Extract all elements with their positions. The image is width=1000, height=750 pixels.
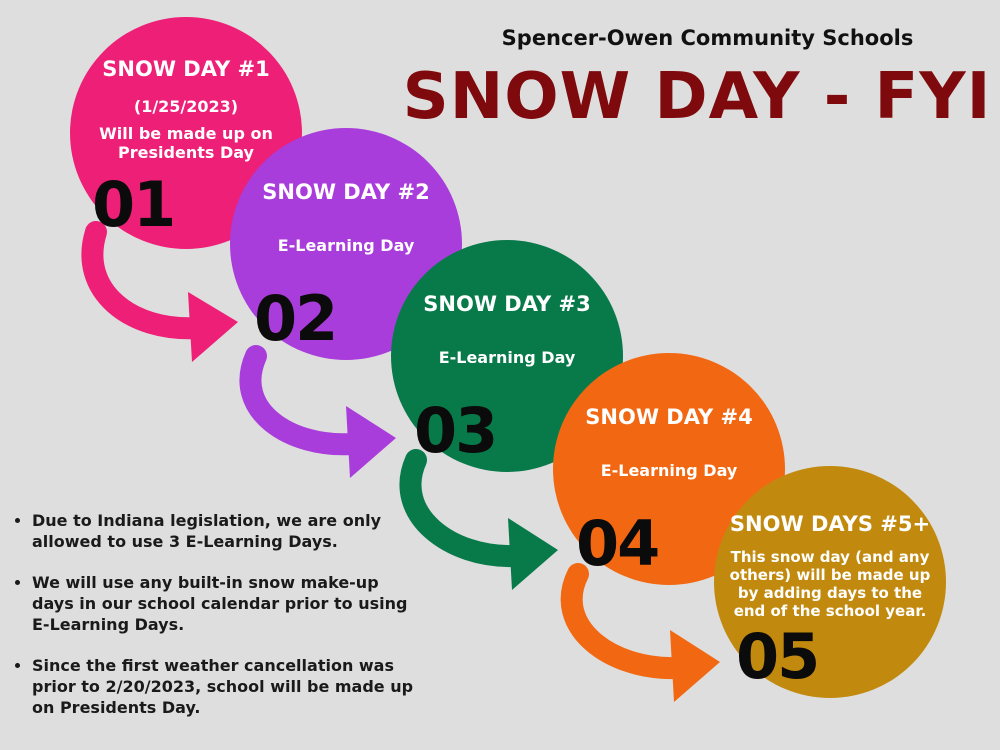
step-number-02: 02 (254, 282, 337, 355)
snow-day-4-title: SNOW DAY #4 (585, 405, 753, 429)
note-item: • Since the first weather cancellation was prior to 2/20/2023, school will be made up on Presidents Day. (32, 655, 422, 718)
step-number-01: 01 (92, 168, 175, 241)
arrow-2-to-3 (250, 356, 396, 478)
arrow-3-to-4 (410, 460, 558, 590)
arrow-4-to-5 (572, 574, 720, 702)
snow-day-5-detail: This snow day (and any others) will be made up by adding days to the end of the school year. (729, 548, 931, 620)
notes-list (8, 510, 422, 738)
page-title: SNOW DAY - FYI (402, 60, 992, 134)
note-item: • Due to Indiana legislation, we are only allowed to use 3 E-Learning Days. (32, 510, 422, 552)
snow-day-2-detail: E-Learning Day (277, 236, 415, 255)
step-number-04: 04 (576, 507, 659, 580)
snow-day-1-detail: Will be made up on Presidents Day (99, 124, 273, 162)
snow-day-1-date: (1/25/2023) (133, 97, 239, 116)
step-number-05: 05 (736, 620, 819, 693)
snow-day-4-detail: E-Learning Day (600, 461, 738, 480)
snow-day-1-title: SNOW DAY #1 (102, 57, 270, 81)
arrow-1-to-2 (92, 232, 238, 362)
snow-day-2-title: SNOW DAY #2 (262, 180, 430, 204)
snow-day-3-detail: E-Learning Day (438, 348, 576, 367)
step-number-03: 03 (414, 394, 497, 467)
note-item: • We will use any built-in snow make-up days in our school calendar prior to using E-Learning Days. (32, 572, 422, 635)
snow-day-5-title: SNOW DAYS #5+ (729, 512, 931, 536)
snow-day-3-title: SNOW DAY #3 (423, 292, 591, 316)
organization-name: Spencer-Owen Community Schools (501, 26, 914, 50)
